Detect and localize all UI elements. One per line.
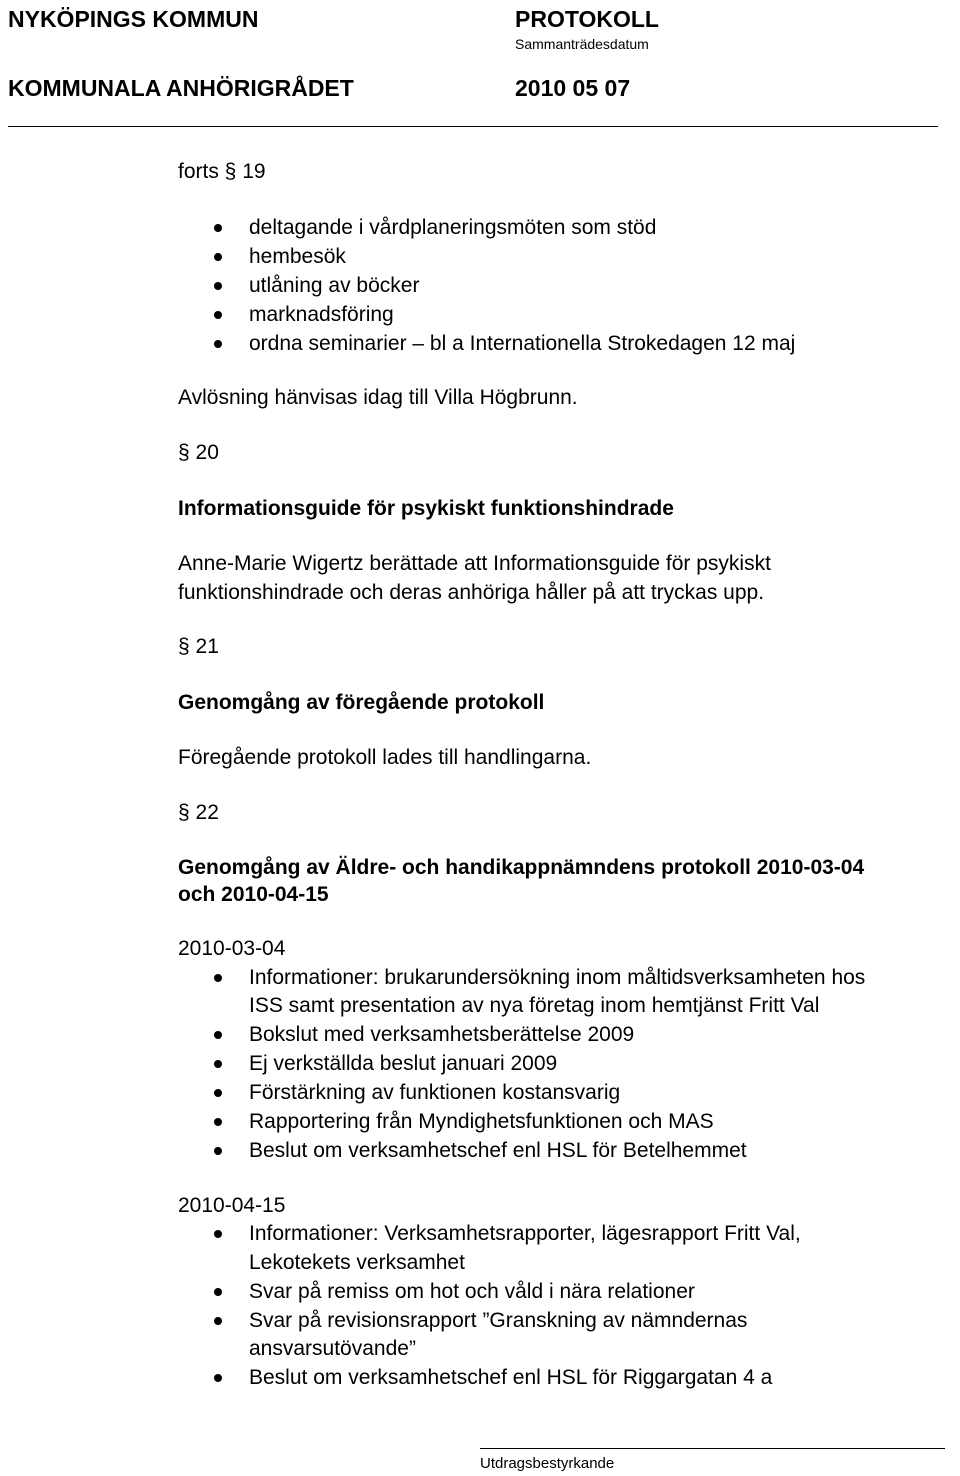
list-item: deltagande i vårdplaneringsmöten som stöd (249, 216, 657, 239)
section-20-text-line1: Anne-Marie Wigertz berättade att Informationsguide för psykiskt (178, 552, 771, 575)
section-21-number: § 21 (178, 635, 219, 658)
group2-date: 2010-04-15 (178, 1194, 286, 1217)
bullet (214, 1317, 222, 1325)
bullet (214, 311, 222, 319)
header-rule (8, 126, 938, 127)
section-19-forts: forts § 19 (178, 160, 266, 183)
list-item: Svar på revisionsrapport ”Granskning av nämndernas (249, 1309, 748, 1332)
section-20-title: Informationsguide för psykiskt funktionshindrade (178, 497, 674, 520)
bullet (214, 1374, 222, 1382)
meeting-date: 2010 05 07 (515, 75, 631, 101)
group1-date: 2010-03-04 (178, 937, 286, 960)
list-item: ordna seminarier – bl a Internationella Strokedagen 12 maj (249, 332, 796, 355)
section-21-title: Genomgång av föregående protokoll (178, 691, 545, 714)
list-item-continuation: Lekotekets verksamhet (249, 1251, 465, 1274)
list-item: Informationer: Verksamhetsrapporter, lägesrapport Fritt Val, (249, 1222, 801, 1245)
footer-rule (480, 1448, 945, 1449)
bullet (214, 1031, 222, 1039)
section-21-text: Föregående protokoll lades till handlingarna. (178, 746, 592, 769)
list-item: Ej verkställda beslut januari 2009 (249, 1052, 558, 1075)
bullet (214, 282, 222, 290)
list-item: Informationer: brukarundersökning inom måltidsverksamheten hos (249, 966, 866, 989)
section-22-title-line2: och 2010-04-15 (178, 883, 329, 906)
document-type: PROTOKOLL (515, 6, 659, 32)
org-name: NYKÖPINGS KOMMUN (8, 6, 259, 32)
section-22-number: § 22 (178, 801, 219, 824)
bullet (214, 974, 222, 982)
list-item: utlåning av böcker (249, 274, 420, 297)
bullet (214, 340, 222, 348)
section-22-title-line1: Genomgång av Äldre- och handikappnämndens protokoll 2010-03-04 (178, 856, 865, 879)
list-item: Beslut om verksamhetschef enl HSL för Riggargatan 4 a (249, 1366, 773, 1389)
list-item: Rapportering från Myndighetsfunktionen och MAS (249, 1110, 714, 1133)
committee-name: KOMMUNALA ANHÖRIGRÅDET (8, 75, 354, 101)
section-20-text-line2: funktionshindrade och deras anhöriga håller på att tryckas upp. (178, 581, 765, 604)
bullet (214, 1089, 222, 1097)
list-item: marknadsföring (249, 303, 394, 326)
list-item-continuation: ansvarsutövande” (249, 1337, 416, 1360)
bullet (214, 224, 222, 232)
list-item: Förstärkning av funktionen kostansvarig (249, 1081, 621, 1104)
bullet (214, 1060, 222, 1068)
list-item: Beslut om verksamhetschef enl HSL för Betelhemmet (249, 1139, 747, 1162)
section-19-note: Avlösning hänvisas idag till Villa Högbrunn. (178, 386, 578, 409)
section-20-number: § 20 (178, 441, 219, 464)
document-subtitle: Sammanträdesdatum (515, 36, 649, 52)
list-item-continuation: ISS samt presentation av nya företag inom hemtjänst Fritt Val (249, 994, 820, 1017)
list-item: Svar på remiss om hot och våld i nära relationer (249, 1280, 695, 1303)
footer-label: Utdragsbestyrkande (480, 1455, 615, 1472)
bullet (214, 1230, 222, 1238)
bullet (214, 253, 222, 261)
bullet (214, 1118, 222, 1126)
list-item: hembesök (249, 245, 346, 268)
list-item: Bokslut med verksamhetsberättelse 2009 (249, 1023, 635, 1046)
bullet (214, 1288, 222, 1296)
bullet (214, 1147, 222, 1155)
